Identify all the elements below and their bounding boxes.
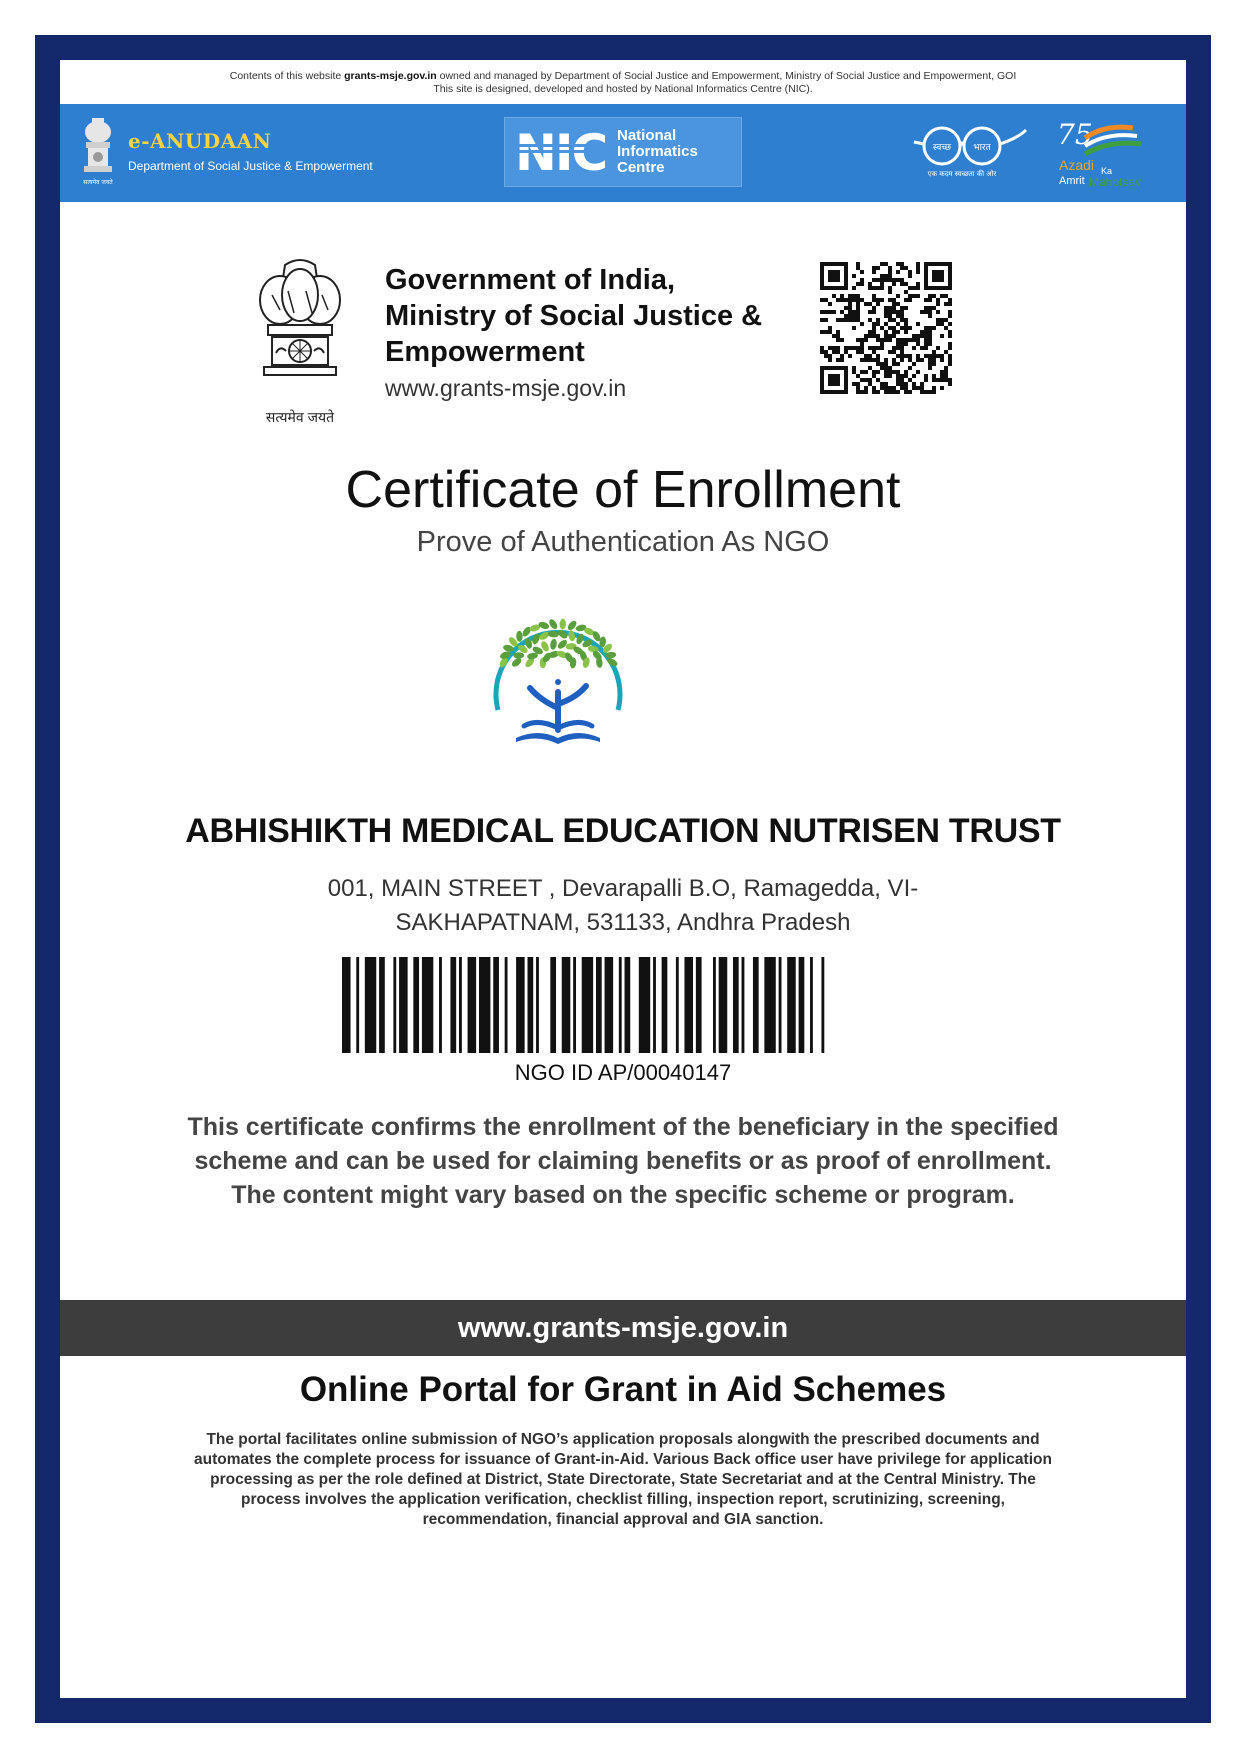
emblem-motto: सत्यमेव जयते [83, 179, 113, 186]
emblem-caption: सत्यमेव जयते [265, 409, 335, 425]
header-website-link[interactable]: www.grants-msje.gov.in [385, 375, 627, 401]
tree-book-logo-icon [478, 600, 638, 760]
footer-website-link[interactable]: www.grants-msje.gov.in [60, 1300, 1186, 1356]
barcode-icon [342, 957, 830, 1053]
top-banner [60, 104, 1186, 202]
nic-name: National Informatics Centre [617, 127, 698, 176]
ngo-id: NGO ID AP/00040147 [514, 1060, 732, 1085]
eanudaan-title: e-ANUDAAN [128, 129, 272, 153]
certificate-frame [35, 35, 1211, 1723]
azadi-word2: Ka [1101, 166, 1113, 176]
azadi-number: 75 [1057, 118, 1093, 151]
certificate-page [60, 60, 1186, 1698]
qr-code-icon [820, 262, 952, 394]
swachh-tagline: एक कदम स्वच्छता की ओर [927, 170, 997, 178]
swachh-left-word: स्वच्छ [932, 143, 952, 153]
portal-description: The portal facilitates online submission of NGO’s application proposals alongwith the prescribed documents and automates the complete process for issuance of Grant-in-Aid. Various Back office user have privilege for application processing as per the role defined at District, State Directorate, State Secretariat and at the Central Ministry. The process involves the application verification, checklist filling, inspection report, scrutinizing, screening, recommendation, financial approval and GIA sanction. [194, 1431, 1052, 1528]
azadi-ka-amrit-mahotsav-icon [1055, 114, 1155, 194]
ngo-address: 001, MAIN STREET , Devarapalli B.O, Ramagedda, VI- SAKHAPATNAM, 531133, Andhra Pradesh [327, 875, 919, 936]
ashoka-emblem-icon [78, 114, 118, 192]
azadi-word1: Azadi [1059, 157, 1095, 173]
eanudaan-subtitle: Department of Social Justice & Empowerment [128, 159, 373, 173]
swachh-right-word: भारत [973, 143, 991, 153]
certificate-title: Certificate of Enrollment [345, 461, 901, 519]
confirmation-statement: This certificate confirms the enrollment of the beneficiary in the specified scheme and can be used for claiming benefits or as proof of enrollment. The content might vary based on the specific scheme or program. [187, 1113, 1059, 1209]
site-disclaimer: Contents of this website grants-msje.gov.in owned and managed by Department of Social Justice and Empowerment, Ministry of Social Justice and Empowerment, GOI This site is designed, developed and hosted by National Informatics Centre (NIC). [229, 70, 1017, 95]
ngo-name: ABHISHIKTH MEDICAL EDUCATION NUTRISEN TRUST [185, 812, 1061, 850]
portal-title: Online Portal for Grant in Aid Schemes [299, 1370, 947, 1409]
swachh-bharat-glasses-icon [910, 122, 1030, 182]
nic-logo [504, 117, 742, 187]
certificate-subtitle: Prove of Authentication As NGO [416, 526, 830, 558]
ashoka-emblem-icon [250, 255, 350, 405]
azadi-word4: Mahotsav [1089, 175, 1142, 189]
ministry-name: Government of India, Ministry of Social Justice & Empowerment [385, 264, 763, 368]
azadi-word3: Amrit [1059, 175, 1085, 187]
site-domain[interactable]: grants-msje.gov.in [344, 70, 437, 82]
nic-word: NIC [515, 124, 607, 182]
